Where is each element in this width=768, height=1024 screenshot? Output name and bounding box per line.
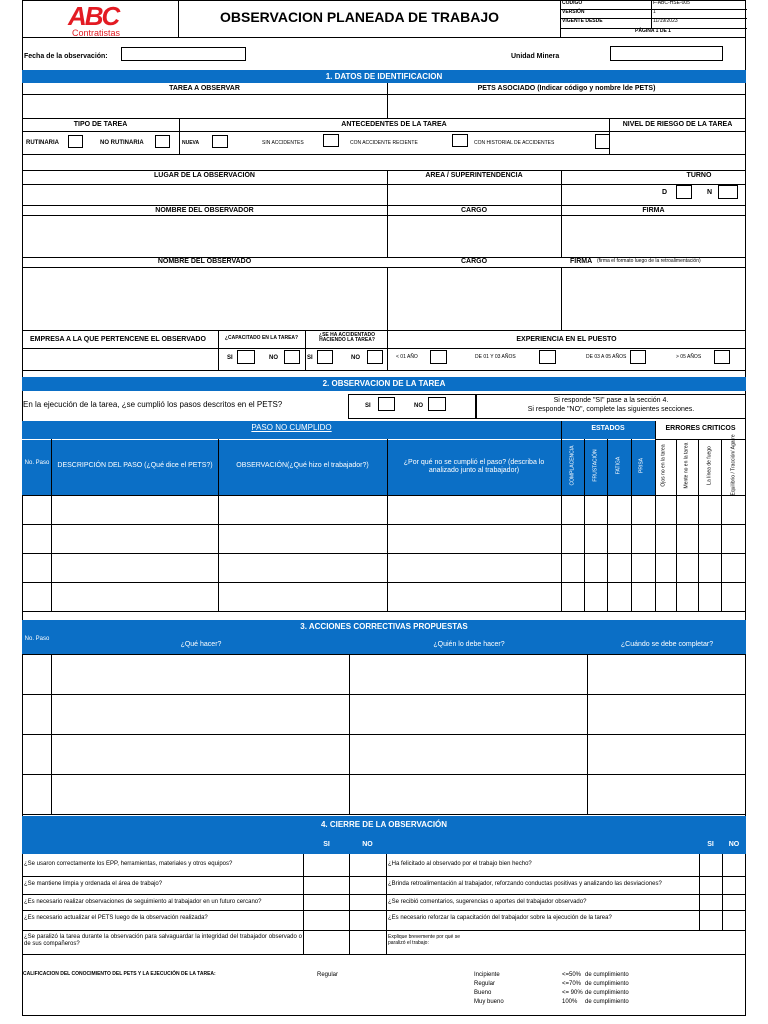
turno-n-label: N (707, 189, 713, 196)
s4-left-si: SI (323, 841, 330, 848)
meta-version-label: VERSIÓN (562, 9, 585, 15)
exp-1to3-checkbox[interactable] (539, 350, 556, 364)
capacitado-no-checkbox[interactable] (284, 350, 300, 364)
s2-note-2: Si responde "NO", complete las siguientes secciones. (527, 406, 695, 413)
cierre-q7: ¿Brinda retroalimentación al trabajador, reforzando conductas positivas y analizando las desviaciones? (388, 881, 662, 887)
s3-col-que: ¿Qué hacer? (180, 641, 222, 648)
col-descripcion: DESCRIPCIÓN DEL PASO (¿Qué dice el PETS?) (57, 462, 213, 469)
s4-left-no: NO (362, 841, 373, 848)
capacitado-no-label: NO (269, 355, 278, 361)
col-no-paso: No. Paso (24, 460, 50, 466)
cierre-explique: Explique brevemente por qué se paralizó el trabajo: (388, 934, 460, 946)
turno-header: TURNO (686, 172, 712, 179)
nueva-label: NUEVA (182, 140, 200, 146)
meta-vigente-value: 11/19/2023 (653, 18, 678, 24)
s2-table (22, 421, 746, 613)
exp-gt5-checkbox[interactable] (714, 350, 730, 364)
firma-observador-header: FIRMA (642, 207, 665, 214)
cierre-q2: ¿Se mantiene limpia y ordenada el área de trabajo? (24, 881, 163, 887)
col-frustacion: FRUSTACIÓN (592, 449, 599, 482)
unidad-field[interactable] (610, 46, 723, 61)
col-equilibrio: Equilibrio / Tracción/ Agarre (730, 434, 737, 496)
s3-col-cuando: ¿Cuándo se debe completar? (620, 641, 714, 648)
rutinaria-label: RUTINARIA (26, 140, 59, 146)
tipo-header: TIPO DE TAREA (73, 121, 128, 128)
sin-accidentes-label: SIN ACCIDENTES (262, 140, 304, 146)
fecha-label: Fecha de la observación: (24, 53, 108, 60)
logo: ABC (68, 1, 119, 31)
errores-header: ERRORES CRITICOS (665, 425, 736, 432)
exp-lt1-checkbox[interactable] (430, 350, 447, 364)
exp-3to5-label: DE 03 A 05 AÑOS (586, 354, 627, 360)
level-3-pct: <= 90% (562, 990, 583, 996)
empresa-header: EMPRESA A LA QUE PERTENCENE EL OBSERVADO (30, 336, 206, 343)
cierre-q5: ¿Se paralizó la tarea durante la observación para salvaguardar la integridad del trabajador observado o de sus compañeros? (24, 934, 302, 947)
exp-1to3-label: DE 01 Y 03 AÑOS (475, 354, 516, 360)
section-3-title: 3. ACCIONES CORRECTIVAS PROPUESTAS (22, 620, 746, 634)
s3-table (22, 634, 746, 816)
meta-code-label: CÓDIGO (562, 0, 583, 6)
s2-no-checkbox[interactable] (428, 397, 446, 411)
s2-no-label: NO (414, 403, 423, 409)
s2-question: En la ejecución de la tarea, ¿se cumplió los pasos descritos en el PETS? (23, 400, 283, 409)
cierre-q4: ¿Es necesario actualizar el PETS luego de la observación realizada? (24, 915, 208, 921)
s4-right-si: SI (707, 841, 714, 848)
nueva-checkbox[interactable] (212, 135, 228, 148)
lugar-header: LUGAR DE LA OBSERVACIÓN (154, 172, 255, 179)
page-number: PÁGINA 1 DE 1 (635, 28, 671, 34)
pets-header: PETS ASOCIADO (Indicar código y nombre lde PETS) (477, 85, 656, 92)
section-2-title: 2. OBSERVACION DE LA TAREA (22, 377, 746, 391)
level-2-name: Regular (474, 981, 496, 987)
page-title: OBSERVACION PLANEADA DE TRABAJO (220, 9, 499, 25)
cierre-q8: ¿Se recibió comentarios, sugerencias o aportes del trabajador observado? (388, 899, 587, 905)
section-1-title: 1. DATOS DE IDENTIFICACION (22, 70, 746, 83)
level-4-pct: 100% (562, 999, 578, 1005)
firma-observado-note: (firma el formato luego de la retroalimentación) (597, 258, 701, 264)
level-2-pct: <=70% (562, 981, 582, 987)
turno-d-checkbox[interactable] (676, 185, 692, 199)
capacitado-header: ¿CAPACITADO EN LA TAREA? (224, 335, 299, 341)
logo-subtitle: Contratistas (72, 28, 121, 38)
turno-n-checkbox[interactable] (718, 185, 738, 199)
s2-si-checkbox[interactable] (378, 397, 395, 411)
firma-observado-header: FIRMA (570, 258, 593, 265)
nombre-observador-header: NOMBRE DEL OBSERVADOR (155, 207, 254, 214)
level-2-text: de cumplimiento (585, 981, 629, 987)
col-fatiga: FATIGA (615, 456, 622, 475)
exp-3to5-checkbox[interactable] (630, 350, 646, 364)
estados-header: ESTADOS (591, 425, 625, 432)
col-mente: Mente no en la tarea (683, 442, 690, 489)
level-3-text: de cumplimiento (585, 990, 629, 996)
s3-col-quien: ¿Quién lo debe hacer? (433, 641, 505, 648)
no-rutinaria-label: NO RUTINARIA (100, 140, 144, 146)
con-accidente-checkbox[interactable] (452, 134, 468, 147)
cierre-q9: ¿Es necesario reforzar la capacitación del trabajador sobre la ejecución de la tarea? (388, 915, 612, 921)
no-rutinaria-checkbox[interactable] (155, 135, 170, 148)
col-prisa: PRISA (638, 458, 645, 474)
level-4-name: Muy bueno (474, 999, 504, 1005)
accidentado-header: ¿SE HA ACCIDENTADO HACIENDO LA TAREA? (319, 332, 375, 343)
level-1-text: de cumplimiento (585, 972, 629, 978)
col-complacencia: COMPLACENCIA (569, 445, 576, 486)
accidentado-no-checkbox[interactable] (367, 350, 383, 364)
exp-gt5-label: > 05 AÑOS (676, 354, 702, 360)
rutinaria-checkbox[interactable] (68, 135, 83, 148)
col-observacion: OBSERVACIÓN(¿Qué hizo el trabajador?) (236, 462, 369, 469)
capacitado-si-checkbox[interactable] (237, 350, 255, 364)
s3-col-no-paso: No. Paso (24, 636, 50, 642)
meta-vigente-label: VIGENTE DESDE (562, 18, 603, 24)
section-4-title: 4. CIERRE DE LA OBSERVACIÓN (22, 816, 746, 836)
turno-d-label: D (662, 189, 668, 196)
accidentado-si-label: SI (307, 355, 313, 361)
s4-right-no: NO (728, 841, 740, 848)
cierre-q6: ¿Ha felicitado al observado por el trabajo bien hecho? (388, 861, 532, 867)
cargo-observador-header: CARGO (460, 207, 488, 214)
exp-lt1-label: < 01 AÑO (396, 354, 418, 360)
antecedentes-header: ANTECEDENTES DE LA TAREA (341, 121, 447, 128)
level-1-pct: <=50% (562, 972, 582, 978)
accidentado-no-label: NO (351, 355, 360, 361)
capacitado-si-label: SI (227, 355, 233, 361)
accidentado-si-checkbox[interactable] (317, 350, 333, 364)
level-4-text: de cumplimiento (585, 999, 629, 1005)
area-header: AREA / SUPERINTENDENCIA (425, 172, 523, 179)
nombre-observado-header: NOMBRE DEL OBSERVADO (157, 258, 252, 265)
col-por-que: ¿Por qué no se cumplió el paso? (describa lo analizado junto al trabajador) (403, 459, 545, 474)
cierre-q3: ¿Es necesario realizar observaciones de seguimiento al trabajador en un futuro cercano? (24, 899, 262, 905)
sin-accidentes-checkbox[interactable] (323, 134, 339, 147)
tarea-header: TAREA A OBSERVAR (169, 85, 240, 92)
paso-no-cumplido-header: PASO NO CUMPLIDO (251, 423, 332, 432)
col-linea-fuego: La línea de fuego (706, 446, 713, 485)
s2-note-1: Si responde "SI" pase a la sección 4. (553, 397, 669, 404)
meta-version-value: 1 (653, 9, 656, 15)
experiencia-header: EXPERIENCIA EN EL PUESTO (516, 336, 617, 343)
calificacion-value[interactable]: Regular (317, 972, 339, 978)
riesgo-header: NIVEL DE RIESGO DE LA TAREA (622, 121, 733, 128)
cierre-q1: ¿Se usaron correctamente los EPP, herramientas, materiales y otros equipos? (24, 861, 233, 867)
unidad-label: Unidad Minera (511, 53, 560, 60)
con-historial-label: CON HISTORIAL DE ACCIDENTES (474, 140, 555, 146)
level-1-name: Incipiente (474, 972, 500, 978)
con-accidente-label: CON ACCIDENTE RECIENTE (350, 140, 418, 146)
meta-code-value: F-ABC-HSE-005 (653, 0, 690, 6)
calificacion-label: CALIFICACION DEL CONOCIMIENTO DEL PETS Y LA EJECUCIÓN DE LA TAREA: (23, 971, 216, 977)
level-3-name: Bueno (474, 990, 492, 996)
con-historial-checkbox[interactable] (595, 134, 610, 149)
col-ojos: Ojos no en la tarea (660, 444, 667, 487)
fecha-field[interactable] (121, 47, 246, 61)
s2-si-label: SI (365, 403, 371, 409)
cargo-observado-header: CARGO (460, 258, 488, 265)
